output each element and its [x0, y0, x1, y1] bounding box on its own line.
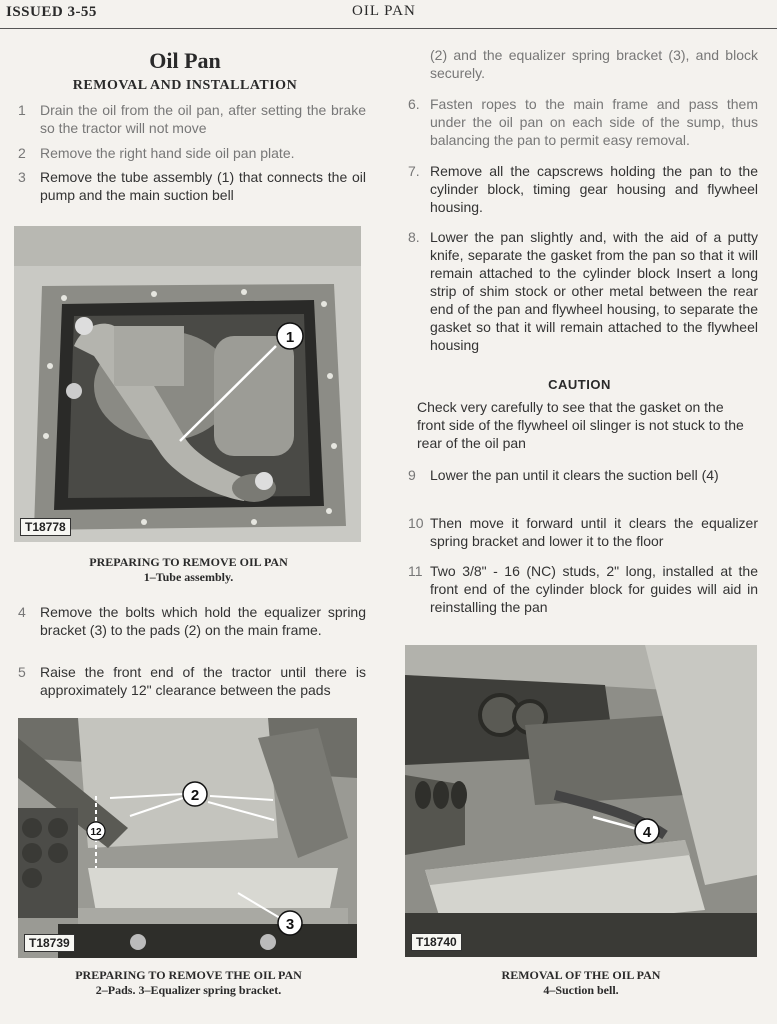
step-number: 5: [18, 664, 26, 680]
oil-pan-removal-illustration: [405, 645, 757, 957]
step-text: Drain the oil from the oil pan, after setting the brake so the tractor will not move: [40, 102, 366, 136]
step-5-continued: [408, 46, 758, 82]
step-number: 4: [18, 604, 26, 620]
callout-2: 2: [190, 787, 200, 804]
figure-1-photo: [14, 226, 361, 542]
step-11: [408, 562, 758, 616]
step-text: (2) and the equalizer spring bracket (3), and block securely.: [430, 47, 758, 81]
step-5: [18, 663, 366, 699]
step-1: [18, 101, 366, 137]
caution-text: Check very carefully to see that the gasket on the front side of the flywheel oil slinger is not stuck to the rear of the oil pan: [417, 399, 744, 451]
figure-id: T18778: [20, 518, 71, 536]
page-title: Oil Pan: [149, 48, 221, 73]
step-number: 1: [18, 102, 26, 118]
oil-pan-opening-illustration: [14, 226, 361, 542]
step-text: Remove the right hand side oil pan plate.: [40, 145, 295, 161]
step-8: [408, 228, 758, 354]
step-number: 3: [18, 169, 26, 185]
caption-title: PREPARING TO REMOVE OIL PAN: [89, 555, 288, 569]
step-2: [18, 144, 366, 162]
step-10: [408, 514, 758, 550]
step-number: 8.: [408, 229, 420, 245]
step-text: Raise the front end of the tractor until there is approximately 12" clearance between the pads: [40, 664, 366, 698]
figure-2-caption: [0, 968, 377, 998]
figure-3-photo: [405, 645, 757, 957]
step-text: Then move it forward until it clears the equalizer spring bracket and lower it to the floor: [430, 515, 758, 549]
page-subtitle: REMOVAL AND INSTALLATION: [72, 78, 298, 93]
step-9: [408, 466, 758, 502]
step-text: Two 3/8" - 16 (NC) studs, 2" long, installed at the front end of the cylinder block for guides will aid in reinstalling the pan: [430, 563, 758, 615]
header-rule: [0, 28, 777, 29]
callout-12: 12: [90, 827, 102, 838]
figure-2-photo: [18, 718, 357, 958]
step-3: [18, 168, 366, 204]
step-number: 6.: [408, 96, 420, 112]
step-number: 7.: [408, 163, 420, 179]
figure-1-caption: [0, 555, 377, 585]
step-text: Remove the tube assembly (1) that connects the oil pump and the main suction bell: [40, 169, 366, 203]
step-text: Lower the pan until it clears the suction bell (4): [430, 467, 719, 483]
step-text: Remove the bolts which hold the equalizer spring bracket (3) to the pads (2) on the main frame.: [40, 604, 366, 638]
caption-title: REMOVAL OF THE OIL PAN: [501, 968, 661, 982]
step-number: 2: [18, 145, 26, 161]
callout-1: 1: [285, 329, 295, 346]
figure-id: T18739: [24, 934, 75, 952]
figure-id: T18740: [411, 933, 462, 951]
caption-legend: 1–Tube assembly.: [143, 570, 234, 584]
step-4: [18, 603, 366, 657]
step-number: 11: [408, 563, 423, 579]
equalizer-bracket-illustration: [18, 718, 357, 958]
caution-title: CAUTION: [548, 377, 611, 392]
step-number: 9: [408, 467, 416, 483]
step-text: Remove all the capscrews holding the pan to the cylinder block, timing gear housing and flywheel housing.: [430, 163, 758, 215]
caption-title: PREPARING TO REMOVE THE OIL PAN: [75, 968, 302, 982]
caption-legend: 4–Suction bell.: [543, 983, 619, 997]
step-text: Fasten ropes to the main frame and pass them under the oil pan on each side of the sump, thus balancing the pan to permit easy removal.: [430, 96, 758, 148]
issued-label: ISSUED 3-55: [6, 4, 97, 20]
step-text: Lower the pan slightly and, with the aid of a putty knife, separate the gasket from the pan so that it will remain attached to the cylinder block Insert a long strip of shim stock or other metal between the rear end of the pan and flywheel housing, to separate the gasket so that it will remain attached to the flywheel housing: [430, 229, 758, 353]
step-7: [408, 162, 758, 216]
callout-3: 3: [285, 916, 295, 933]
step-number: 10: [408, 515, 424, 531]
figure-3-caption: [405, 968, 757, 998]
step-6: [408, 95, 758, 149]
section-header: OIL PAN: [352, 3, 416, 19]
caption-legend: 2–Pads. 3–Equalizer spring bracket.: [95, 983, 282, 997]
callout-4: 4: [642, 824, 652, 841]
